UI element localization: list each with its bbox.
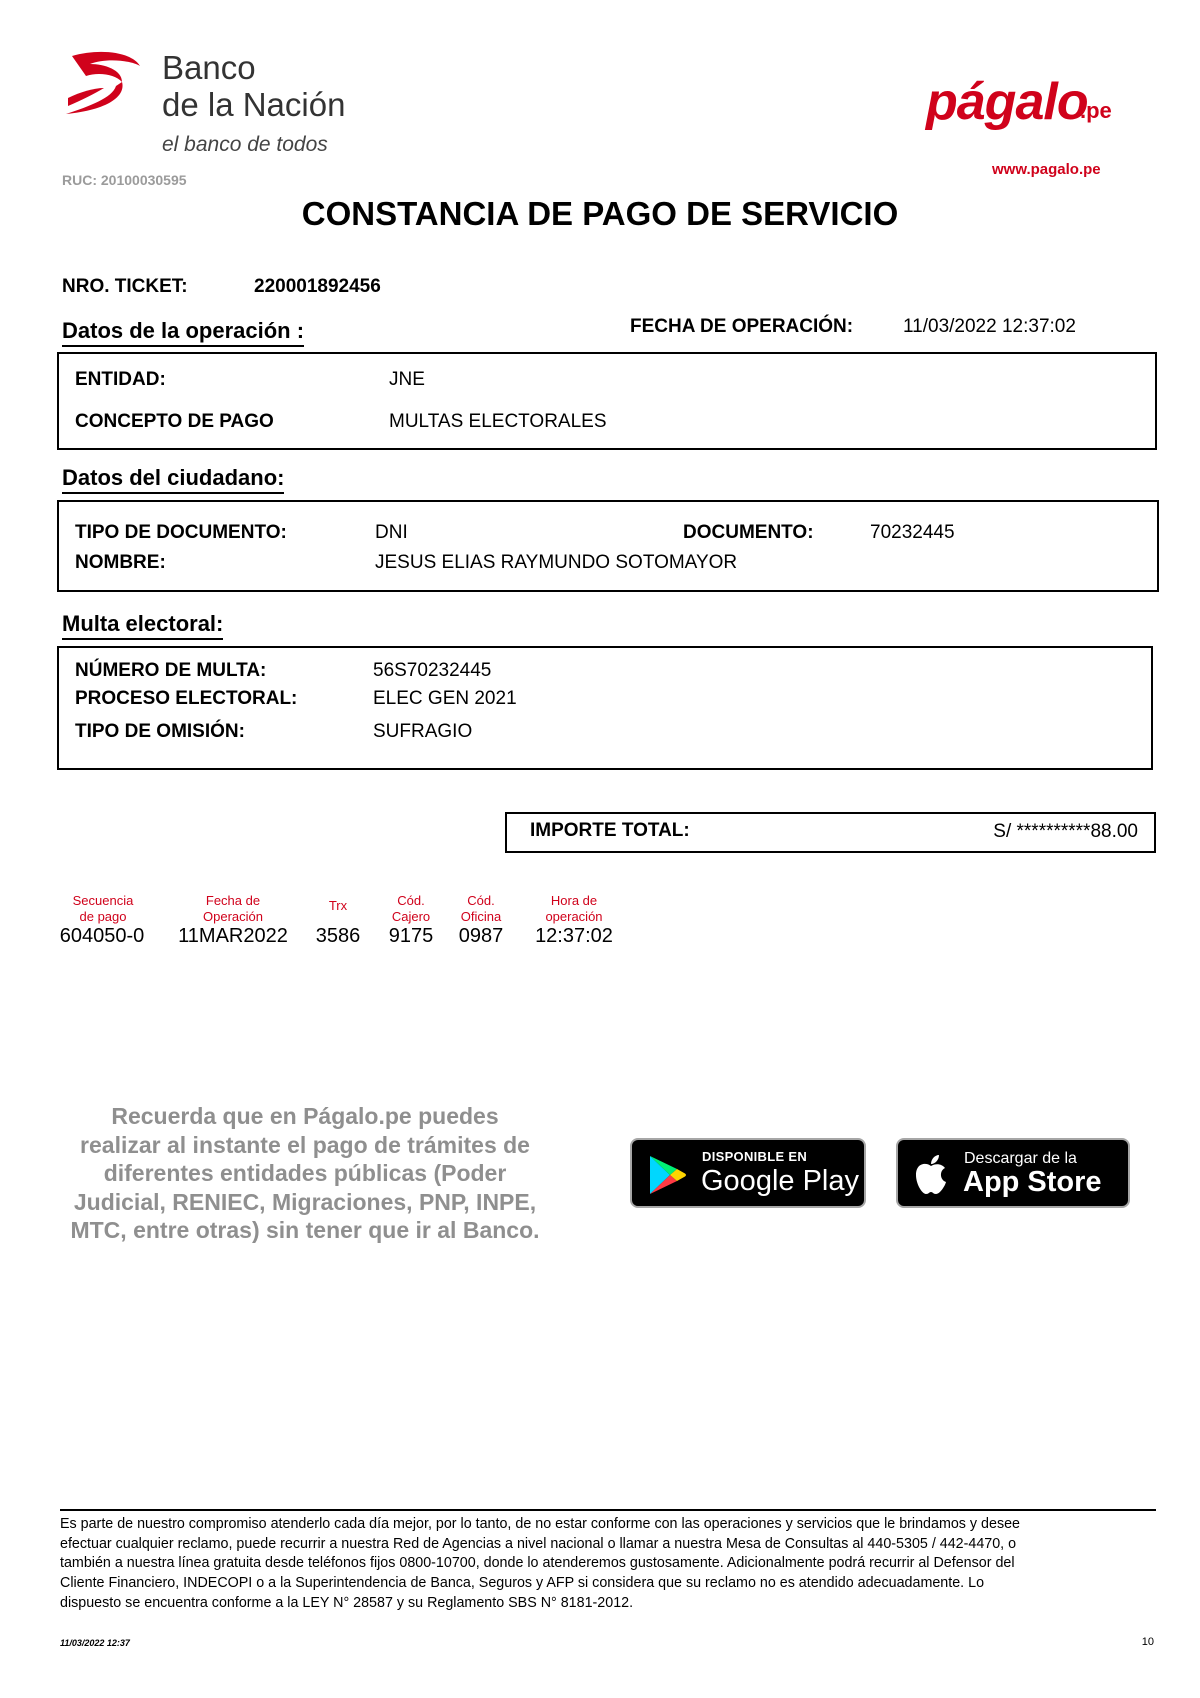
page-title: CONSTANCIA DE PAGO DE SERVICIO [301,195,899,232]
bank-name-line1: Banco [162,49,256,86]
operation-date-label: FECHA DE OPERACIÓN: [630,316,854,337]
fine-number-value: 56S70232445 [373,660,492,681]
name-label: NOMBRE: [75,552,166,573]
print-stamp: 11/03/2022 12:37 [60,1638,130,1648]
entity-value: JNE [389,369,425,390]
fine-number-label: NÚMERO DE MULTA: [75,660,267,681]
doc-type-label: TIPO DE DOCUMENTO: [75,522,287,543]
app-store-button[interactable]: Descargar de la App Store [896,1138,1130,1208]
omission-value: SUFRAGIO [373,721,473,742]
total-label: IMPORTE TOTAL: [530,820,690,841]
omission-label: TIPO DE OMISIÓN: [75,721,245,742]
doc-type-value: DNI [375,522,408,543]
citizen-box [57,500,1159,592]
doc-value: 70232445 [870,522,955,543]
citizen-section-title: Datos del ciudadano: [62,465,284,494]
seq-header-oficina: Cód. Oficina [460,893,502,924]
google-play-icon [648,1154,688,1196]
seq-value-hora: 12:37:02 [535,925,613,947]
seq-value-fecha: 11MAR2022 [178,925,288,947]
footer-divider [60,1509,1156,1511]
concept-label: CONCEPTO DE PAGO [75,411,274,432]
google-play-button[interactable]: DISPONIBLE EN Google Play [630,1138,866,1208]
concept-value: MULTAS ELECTORALES [389,411,607,432]
apple-icon [912,1152,950,1196]
seq-value-cajero: 9175 [388,925,434,947]
promo-text: Recuerda que en Págalo.pe puedes realizar al instante el pago de trámites de diferentes entidades públicas (Poder Judicial, RENIEC, Migraciones, PNP, INPE, MTC, entre otras) sin tener que ir al Banco. [70,1103,540,1243]
ticket-label: NRO. TICKET: [62,276,188,297]
pagalo-logo-suffix: .pe [1080,98,1112,123]
process-label: PROCESO ELECTORAL: [75,688,298,709]
entity-label: ENTIDAD: [75,369,166,390]
seq-value-trx: 3586 [315,925,361,947]
seq-header-trx: Trx [328,898,348,913]
seq-header-hora: Hora de operación [545,893,603,924]
name-value: JESUS ELIAS RAYMUNDO SOTOMAYOR [375,552,738,573]
seq-header-cajero: Cód. Cajero [391,893,431,924]
ruc-number: RUC: 20100030595 [62,172,187,188]
ticket-value: 220001892456 [254,276,381,297]
page-number: 10 [1141,1636,1154,1648]
operation-date-value: 11/03/2022 12:37:02 [903,316,1076,337]
bank-tagline: el banco de todos [162,133,328,156]
doc-label: DOCUMENTO: [683,522,814,543]
seq-value-oficina: 0987 [458,925,504,947]
seq-header-fecha: Fecha de Operación [203,893,263,924]
pagalo-logo-text: págalo [926,73,1088,131]
pagalo-url[interactable]: www.pagalo.pe [992,161,1101,178]
bank-name-line2: de la Nación [162,86,346,123]
operation-section-title: Datos de la operación : [62,318,304,347]
seq-value-secuencia: 604050-0 [59,925,145,947]
fine-section-title: Multa electoral: [62,611,223,640]
bank-swoosh-icon [60,48,150,118]
operation-box [57,352,1157,450]
seq-header-secuencia: Secuencia de pago [72,893,134,924]
process-value: ELEC GEN 2021 [373,688,517,709]
total-value: S/ **********88.00 [993,821,1138,842]
footer-disclaimer: Es parte de nuestro compromiso atenderlo cada día mejor, por lo tanto, de no estar conforme con las operaciones y servicios que le brindamos y desee efectuar cualquier reclamo, puede recurrir a nuestra Red de Agencias a nivel nacional o llamar a nuestra Mesa de Consultas al 440-5305 / 442-4470, o también a nuestra línea gratuita desde teléfonos fijos 0800-10700, donde lo atenderemos gustosamente. Adicionalmente podrá recurrir al Defensor del Cliente Financiero, INDECOPI o a la Superintendencia de Banca, Seguros y AFP si considera que su reclamo no es atendido adecuadamente. Lo dispuesto se encuentra conforme a la LEY N° 28587 y su Reglamento SBS N° 8181-2012. [60,1516,1021,1611]
